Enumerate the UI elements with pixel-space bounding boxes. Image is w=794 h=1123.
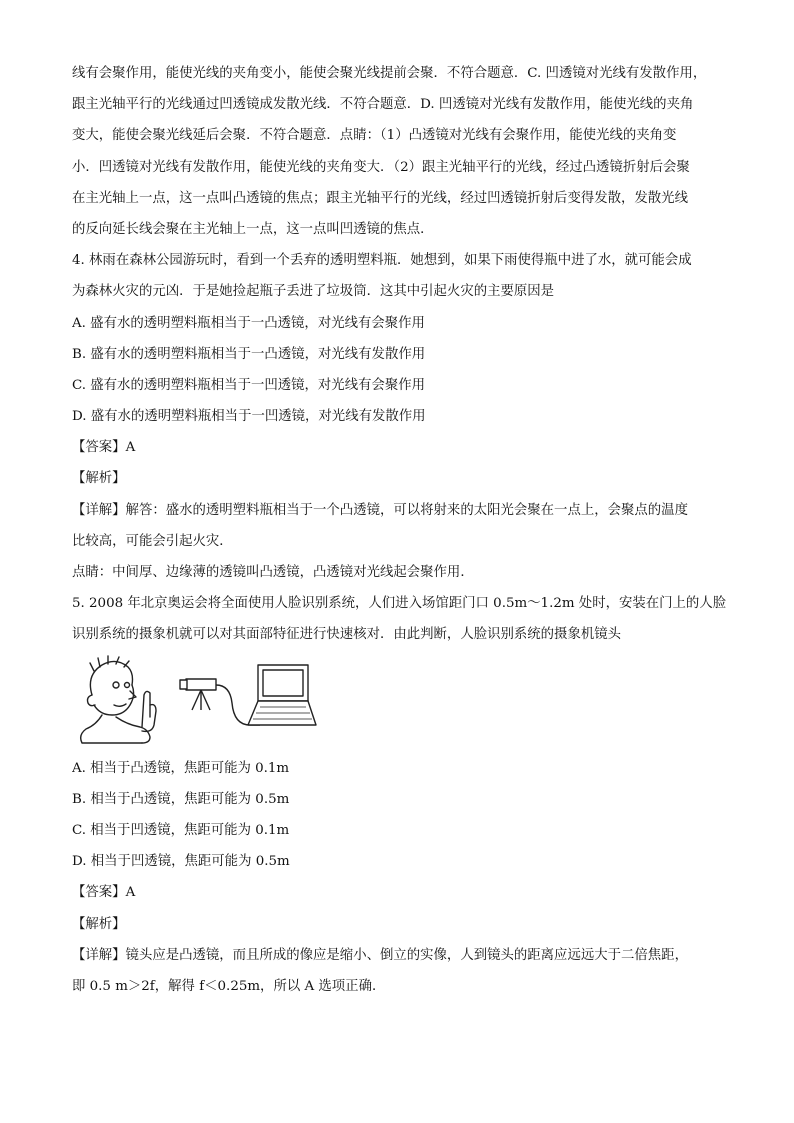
option-c: C. 相当于凹透镜，焦距可能为 0.1m [72,822,290,838]
detail-line: 【详解】解答：盛水的透明塑料瓶相当于一个凸透镜，可以将射来的太阳光会聚在一点上，会聚点的温度 [72,502,688,518]
intro-paragraph [72,58,732,245]
option-a: A. 相当于凸透镜，焦距可能为 0.1m [72,760,290,776]
option-d: D. 盛有水的透明塑料瓶相当于一凹透镜，对光线有发散作用 [72,409,426,425]
answer-line [72,877,732,908]
question-stem: 5. 2008 年北京奥运会将全面使用人脸识别系统，人们进入场馆距门口 0.5m～1.2m 处时，安装在门上的人脸 [72,596,727,612]
text-line: 变大，能使会聚光线延后会聚．不符合题意．点睛：（1）凸透镜对光线有会聚作用，能使光线的夹角变 [72,128,677,144]
text-line: 线有会聚作用，能使光线的夹角变小，能使会聚光线提前会聚．不符合题意．C. 凹透镜对光线有发散作用， [72,66,707,81]
question-stem: 为森林火灾的元凶．于是她捡起瓶子丢进了垃圾筒．这其中引起火灾的主要原因是 [72,284,555,300]
face-recognition-icon [72,655,322,747]
question-stem: 4. 林雨在森林公园游玩时，看到一个丢弃的透明塑料瓶．她想到，如果下雨使得瓶中进了水，就可能会成 [72,253,692,269]
detail-line: 即 0.5 m＞2f，解得 f＜0.25m，所以 A 选项正确． [72,978,386,994]
document-page [72,58,732,1002]
remark-line: 点睛：中间厚、边缘薄的透镜叫凸透镜，凸透镜对光线起会聚作用． [72,565,474,580]
text-line: 跟主光轴平行的光线通过凹透镜成发散光线．不符合题意．D. 凹透镜对光线有发散作用，能使光线的夹角 [72,97,694,113]
answer-value: A [125,440,136,456]
analysis-label: 【解析】 [72,471,126,487]
question-stem: 识别系统的摄象机就可以对其面部特征进行快速核对．由此判断，人脸识别系统的摄象机镜头 [72,627,622,643]
option-d: D. 相当于凹透镜，焦距可能为 0.5m [72,854,290,870]
option-b: B. 盛有水的透明塑料瓶相当于一凸透镜，对光线有发散作用 [72,346,426,362]
text-line: 小．凹透镜对光线有发散作用，能使光线的夹角变大．（2）跟主光轴平行的光线，经过凸透镜折射后会聚 [72,159,690,175]
answer-line [72,432,732,463]
detail-line: 【详解】镜头应是凸透镜，而且所成的像应是缩小、倒立的实像，人到镜头的距离应远远大于二倍焦距， [72,947,688,963]
option-a: A. 盛有水的透明塑料瓶相当于一凸透镜，对光线有会聚作用 [72,315,425,331]
detail-line: 比较高，可能会引起火灾． [72,533,233,549]
answer-label: 【答案】 [72,885,126,901]
question-5 [72,588,732,1002]
question-4 [72,245,732,588]
analysis-label: 【解析】 [72,916,126,932]
text-line: 的反向延长线会聚在主光轴上一点，这一点叫凹透镜的焦点． [72,221,434,237]
answer-label: 【答案】 [72,440,126,456]
option-b: B. 相当于凸透镜，焦距可能为 0.5m [72,791,290,807]
face-recognition-illustration [72,655,322,747]
answer-value: A [125,885,136,901]
option-c: C. 盛有水的透明塑料瓶相当于一凹透镜，对光线有会聚作用 [72,377,426,393]
text-line: 在主光轴上一点，这一点叫凸透镜的焦点；跟主光轴平行的光线，经过凹透镜折射后变得发散，发散光线 [72,190,688,206]
